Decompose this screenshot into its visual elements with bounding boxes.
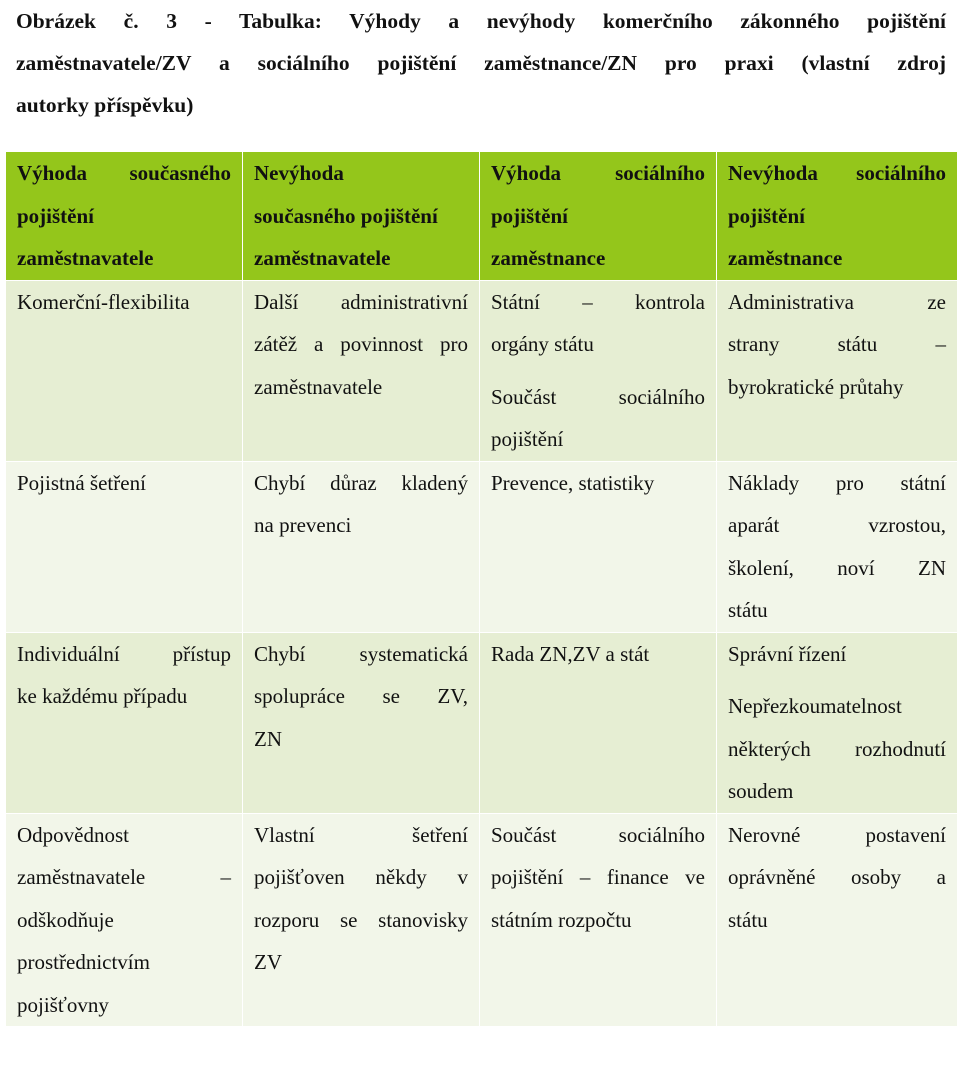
cell-text: aparát vzrostou, — [728, 513, 946, 537]
header-employer-disadvantage — [243, 152, 480, 281]
table-cell — [717, 461, 958, 632]
cell-text: Chybí systematická — [254, 641, 468, 666]
cell-text: Nerovné postavení — [728, 822, 946, 847]
header-text: Nevýhoda — [254, 161, 344, 185]
header-text: pojištění — [728, 203, 806, 228]
table-cell — [6, 461, 243, 632]
cell-text: Odpovědnost — [17, 822, 129, 847]
header-text: Výhoda současného — [17, 161, 231, 185]
cell-text: Součást sociálního — [491, 822, 705, 847]
cell-text: prostřednictvím — [17, 950, 150, 974]
cell-text: Chybí důraz kladený — [254, 470, 468, 495]
paragraph-gap — [728, 675, 946, 685]
paragraph-gap — [491, 366, 705, 376]
comparison-table — [5, 151, 958, 1027]
header-text: pojištění — [491, 203, 569, 228]
header-text: Výhoda sociálního — [491, 161, 705, 185]
cell-text: Státní – kontrola — [491, 289, 705, 314]
table-row — [6, 461, 958, 632]
table-cell — [717, 280, 958, 461]
table-cell — [480, 813, 717, 1027]
cell-text: byrokratické průtahy — [728, 374, 904, 399]
cell-text: Nepřezkoumatelnost — [728, 694, 902, 718]
header-text: zaměstnavatele — [17, 246, 154, 270]
cell-text: pojištění – finance ve — [491, 865, 705, 889]
table-cell — [243, 280, 480, 461]
table-cell — [243, 813, 480, 1027]
cell-text: Další administrativní — [254, 289, 468, 314]
table-row — [6, 632, 958, 813]
cell-text: Individuální přístup — [17, 641, 231, 666]
cell-text: na prevenci — [254, 513, 352, 537]
table-cell — [717, 632, 958, 813]
cell-text: Vlastní šetření — [254, 822, 468, 847]
cell-text: školení, noví ZN — [728, 555, 946, 580]
table-cell — [480, 280, 717, 461]
header-text: současného pojištění — [254, 203, 438, 228]
header-social-disadvantage — [717, 152, 958, 281]
table-cell — [6, 813, 243, 1027]
header-text: zaměstnance — [491, 246, 606, 270]
table-cell — [6, 280, 243, 461]
cell-text: Součást sociálního — [491, 384, 705, 409]
cell-text: některých rozhodnutí — [728, 736, 946, 761]
cell-text: Prevence, statistiky — [491, 470, 655, 495]
table-cell — [717, 813, 958, 1027]
table-header-row — [6, 152, 958, 281]
table-row — [6, 813, 958, 1027]
header-social-advantage — [480, 152, 717, 281]
table-cell — [480, 461, 717, 632]
cell-text: státním rozpočtu — [491, 907, 632, 932]
table-row — [6, 280, 958, 461]
cell-text: ZN — [254, 726, 282, 751]
table-cell — [6, 632, 243, 813]
cell-text: rozporu se stanovisky — [254, 907, 468, 932]
cell-text: státu — [728, 598, 768, 622]
cell-text: odškodňuje — [17, 907, 114, 932]
cell-text: spolupráce se ZV, — [254, 684, 468, 708]
cell-text: státu — [728, 907, 768, 932]
figure-caption — [16, 0, 946, 126]
cell-text: pojišťovny — [17, 992, 109, 1017]
cell-text: Správní řízení — [728, 641, 847, 666]
cell-text: pojišťoven někdy v — [254, 865, 468, 889]
header-text: zaměstnavatele — [254, 246, 391, 270]
cell-text: zaměstnavatele – — [17, 865, 231, 889]
cell-text: Komerční-flexibilita — [17, 289, 190, 314]
cell-text: zátěž a povinnost pro — [254, 332, 468, 356]
header-text: Nevýhoda sociálního — [728, 161, 946, 185]
cell-text: zaměstnavatele — [254, 374, 383, 399]
caption-line-1: Obrázek č. 3 - Tabulka: Výhody a nevýhody komerčního zákonného pojištění — [16, 9, 946, 33]
table-cell — [243, 461, 480, 632]
cell-text: ZV — [254, 950, 282, 974]
cell-text: ke každému případu — [17, 684, 188, 708]
cell-text: oprávněné osoby a — [728, 865, 946, 889]
header-text: zaměstnance — [728, 246, 843, 270]
cell-text: Náklady pro státní — [728, 470, 946, 495]
cell-text: orgány státu — [491, 332, 594, 356]
header-employer-advantage — [6, 152, 243, 281]
table-cell — [243, 632, 480, 813]
cell-text: strany státu – — [728, 332, 946, 356]
cell-text: Administrativa ze — [728, 289, 946, 314]
caption-line-3: autorky příspěvku) — [16, 93, 194, 117]
table-cell — [480, 632, 717, 813]
cell-text: Rada ZN,ZV a stát — [491, 641, 650, 666]
cell-text: soudem — [728, 779, 794, 803]
caption-line-2: zaměstnavatele/ZV a sociálního pojištění zaměstnance/ZN pro praxi (vlastní zdroj — [16, 51, 946, 75]
cell-text: pojištění — [491, 427, 564, 451]
header-text: pojištění — [17, 203, 95, 228]
cell-text: Pojistná šetření — [17, 470, 146, 495]
